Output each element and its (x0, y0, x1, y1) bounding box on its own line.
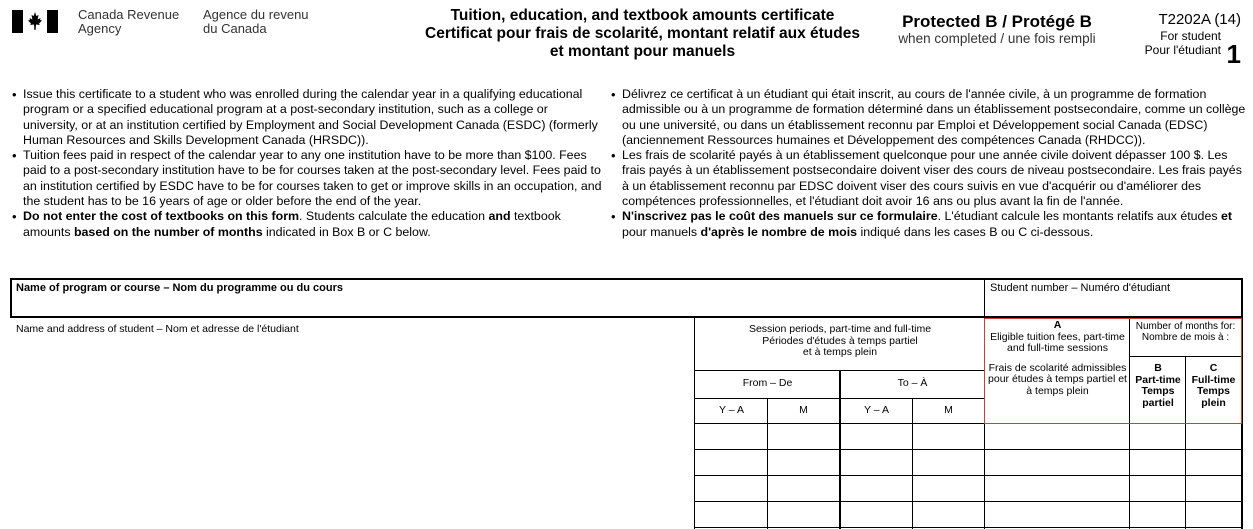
from-year-header: Y – A (719, 404, 744, 416)
student-number-field[interactable] (986, 295, 1240, 315)
months-header: Number of months for: Nombre de mois à : (1135, 321, 1236, 343)
grid-line (694, 527, 1242, 528)
protected-notice: Protected B / Protégé B when completed / une fois rempli (898, 12, 1096, 46)
highlight-box (984, 318, 1242, 424)
name-address-field[interactable] (12, 338, 692, 526)
session-periods-header: Session periods, part-time and full-time Périodes d'études à temps partiel et à temps plein (748, 323, 932, 358)
canada-flag-icon (12, 10, 58, 33)
copy-label-en: For student (1160, 29, 1221, 43)
box-b-header: B Part-time Temps partiel (1135, 362, 1181, 409)
session-entry-row[interactable] (695, 424, 1241, 449)
instruction-item: • Les frais de scolarité payés à un établissement quelconque pour une année civile doivent dépasser 100 $. Les frais payés à un établissement postsecondaire doivent viser des cours de niveau postsecondaire. Les frais payés à un établissement reconnu par EDSC doivent viser des cours suivis en vue d'acquérir ou d'améliorer des compétences professionnelles, et l'étudiant doit avoir 16 ans ou plus avant la fin de l'année. (611, 148, 1247, 209)
instruction-item: • N'inscrivez pas le coût des manuels sur ce formulaire. L'étudiant calcule les montants relatifs aux études et pour manuels d'après le nombre de mois indiqué dans les cases B ou C ci-dessous. (611, 209, 1247, 240)
box-a-label-fr: Frais de scolarité admissibles pour études à temps partiel et à temps plein (988, 361, 1127, 397)
form-number (1131, 11, 1241, 73)
agency-name-en: Canada Revenue Agency (78, 7, 180, 36)
student-number-divider (984, 278, 985, 318)
agency-name-fr: Agence du revenu du Canada (203, 7, 309, 36)
box-c-header: C Full-time Temps plein (1191, 362, 1236, 409)
name-address-label: Name and address of student – Nom et adresse de l'étudiant (16, 323, 299, 335)
instruction-item: • Délivrez ce certificat à un étudiant qui était inscrit, au cours de l'année civile, à un programme de formation admissible ou à un programme de formation déterminé dans un établissement postsecondaire, comme un collège ou une université, ou dans un établissement reconnu par Emploi et Développement social Canada (EDSC) (anciennement Ressources humaines et Développement des compétences Canada (RHDCC)). (611, 87, 1247, 148)
to-header: To – À (897, 377, 928, 389)
to-month-header: M (944, 404, 953, 416)
box-a-label-en: Eligible tuition fees, part-time and full-time sessions (990, 330, 1125, 354)
instructions-french (611, 87, 1247, 240)
session-entry-row[interactable] (695, 502, 1241, 527)
form-code: T2202A (14) (1158, 11, 1241, 28)
from-month-header: M (799, 404, 808, 416)
copy-number: 1 (1226, 39, 1241, 69)
session-entry-row[interactable] (695, 476, 1241, 501)
program-name-label: Name of program or course – Nom du programme ou du cours (16, 282, 343, 294)
program-name-field[interactable] (12, 295, 982, 315)
form-title: Tuition, education, and textbook amounts certificate Certificat pour frais de scolarité, montant relatif aux études et montant pour manuels (425, 7, 860, 60)
session-entry-row[interactable] (695, 450, 1241, 475)
instruction-item: • Do not enter the cost of textbooks on this form. Students calculate the education and textbook amounts based on the number of months indicated in Box B or C below. (12, 209, 602, 240)
instruction-item: • Tuition fees paid in respect of the calendar year to any one institution have to be more than $100. Fees paid to a post-secondary institution have to be for courses taken at the post-secondary level. Fees paid to an institution certified by ESDC have to be for courses taken to get or improve skills in an occupation, and the student has to be 16 years of age or older before the end of the year. (12, 148, 602, 209)
to-year-header: Y – A (864, 404, 889, 416)
student-number-label: Student number – Numéro d'étudiant (990, 282, 1171, 294)
maple-leaf-icon (27, 10, 43, 33)
copy-label-fr: Pour l'étudiant (1144, 43, 1221, 57)
from-header: From – De (742, 377, 793, 389)
grid-line (694, 370, 985, 371)
table-border-top (10, 278, 1243, 280)
instruction-item: • Issue this certificate to a student who was enrolled during the calendar year in a qualifying educational program or a specified educational program at a post-secondary institution, such as a college or university, or at an institution certified by Employment and Social Development Canada (ESDC) (formerly Human Resources and Skills Development Canada (HRSDC)). (12, 87, 602, 148)
instructions-english (12, 87, 602, 240)
box-a-letter: A (1053, 319, 1062, 331)
grid-line (694, 398, 985, 399)
